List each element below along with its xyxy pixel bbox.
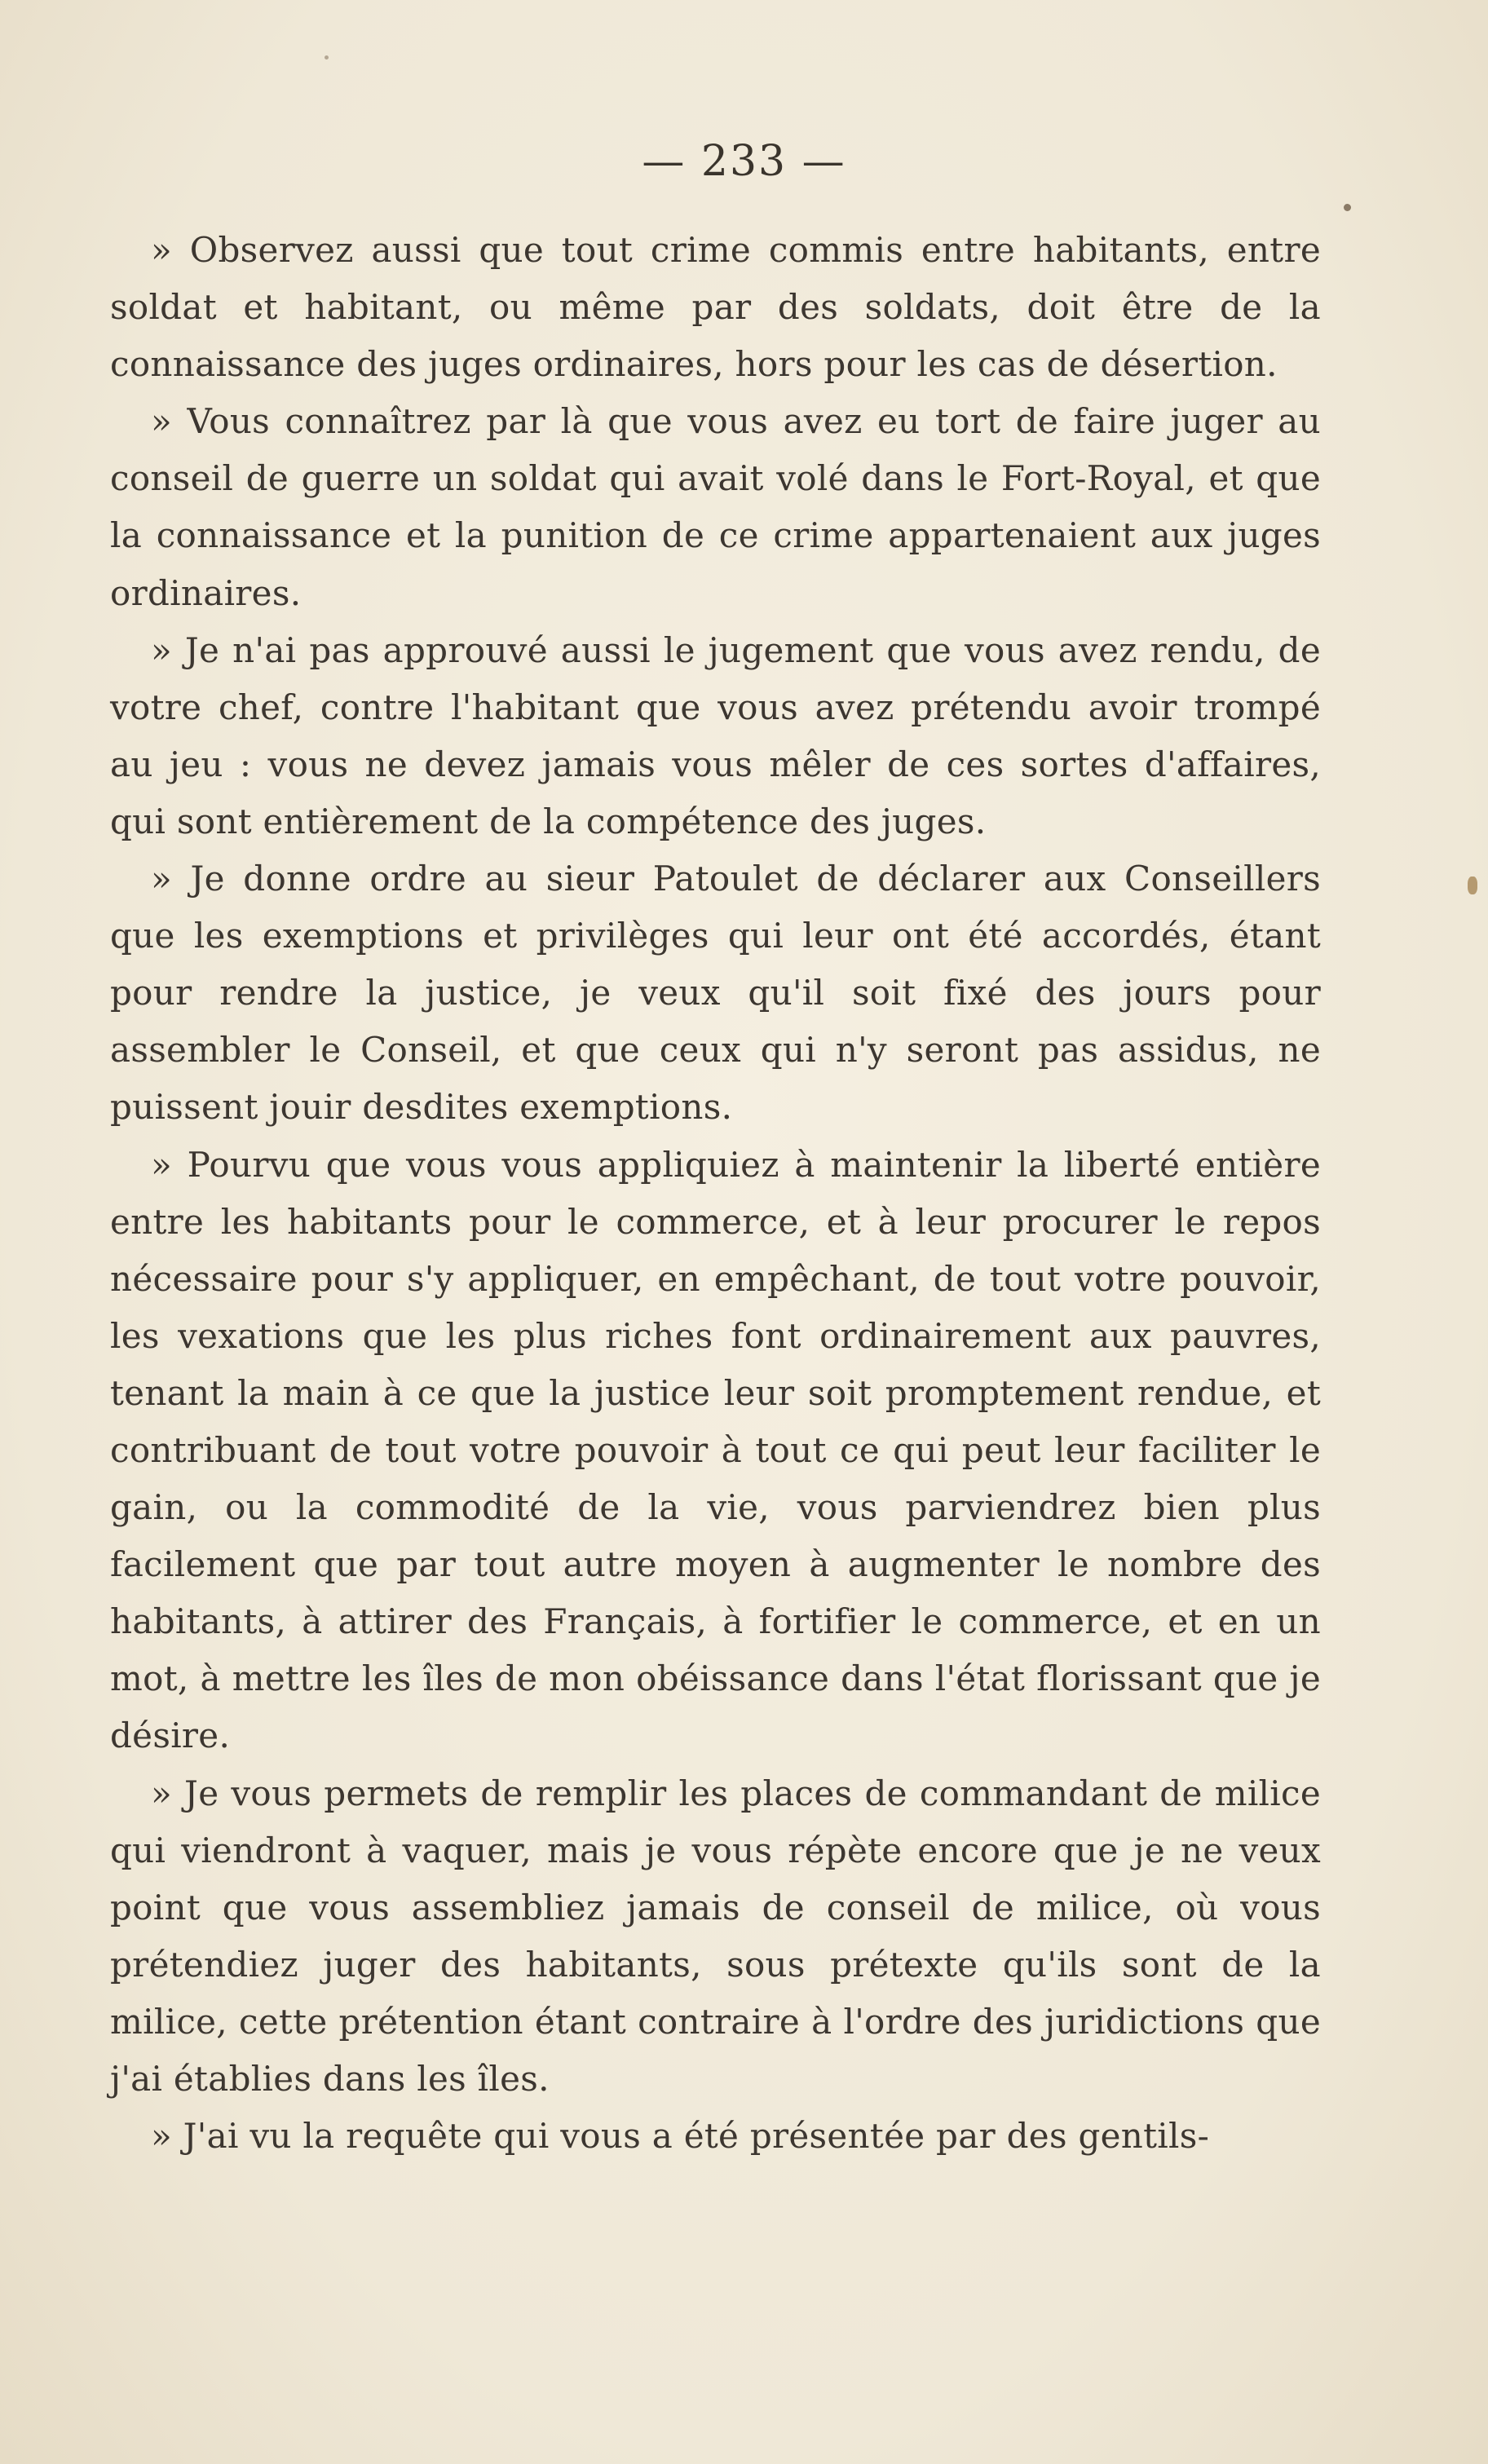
ink-speck — [1344, 204, 1351, 211]
paragraph-2: » Vous connaîtrez par là que vous avez eu tort de faire juger au conseil de guerre un soldat qui avait volé dans le Fort-Royal, et que la connaissance et la punition de ce crime appartenaient aux juges ordinaires. — [110, 401, 1321, 613]
body-text — [110, 222, 1321, 2165]
paragraph-1: » Observez aussi que tout crime commis entre habitants, entre soldat et habitant, ou même par des soldats, doit être de la connaissance des juges ordinaires, hors pour les cas de désertion. — [110, 230, 1321, 385]
paragraph-5: » Pourvu que vous vous appliquiez à maintenir la liberté entière entre les habitants pour le commerce, et à leur procurer le repos nécessaire pour s'y appliquer, en empêchant, de tout votre pouvoir, les vexations que les plus riches font ordinairement aux pauvres, tenant la main à ce que la justice leur soit promptement rendue, et contribuant de tout votre pouvoir à tout ce qui peut leur faciliter le gain, ou la commodité de la vie, vous parviendrez bien plus facilement que par tout autre moyen à augmenter le nombre des habitants, à attirer des Français, à fortifier le commerce, et en un mot, à mettre les îles de mon obéissance dans l'état florissant que je désire. — [110, 1144, 1321, 1756]
ink-speck — [1468, 877, 1477, 894]
paragraph-7: » J'ai vu la requête qui vous a été présentée par des gentils- — [151, 2116, 1210, 2157]
paragraph-4: » Je donne ordre au sieur Patoulet de déclarer aux Conseillers que les exemptions et privilèges qui leur ont été accordés, étant pour rendre la justice, je veux qu'il soit fixé des jours pour assembler le Conseil, et que ceux qui n'y seront pas assidus, ne puissent jouir desdites exemptions. — [110, 859, 1321, 1128]
page-number: — 233 — — [642, 137, 846, 186]
paragraph-3: » Je n'ai pas approuvé aussi le jugement que vous avez rendu, de votre chef, contre l'habitant que vous avez prétendu avoir trompé au jeu : vous ne devez jamais vous mêler de ces sortes d'affaires, qui sont entièrement de la compétence des juges. — [110, 629, 1321, 841]
ink-speck — [325, 55, 329, 60]
paragraph-6: » Je vous permets de remplir les places de commandant de milice qui viendront à vaquer, mais je vous répète encore que je ne veux point que vous assembliez jamais de conseil de milice, où vous prétendiez juger des habitants, sous prétexte qu'ils sont de la milice, cette prétention étant contraire à l'ordre des juridictions que j'ai établies dans les îles. — [110, 1773, 1321, 2099]
